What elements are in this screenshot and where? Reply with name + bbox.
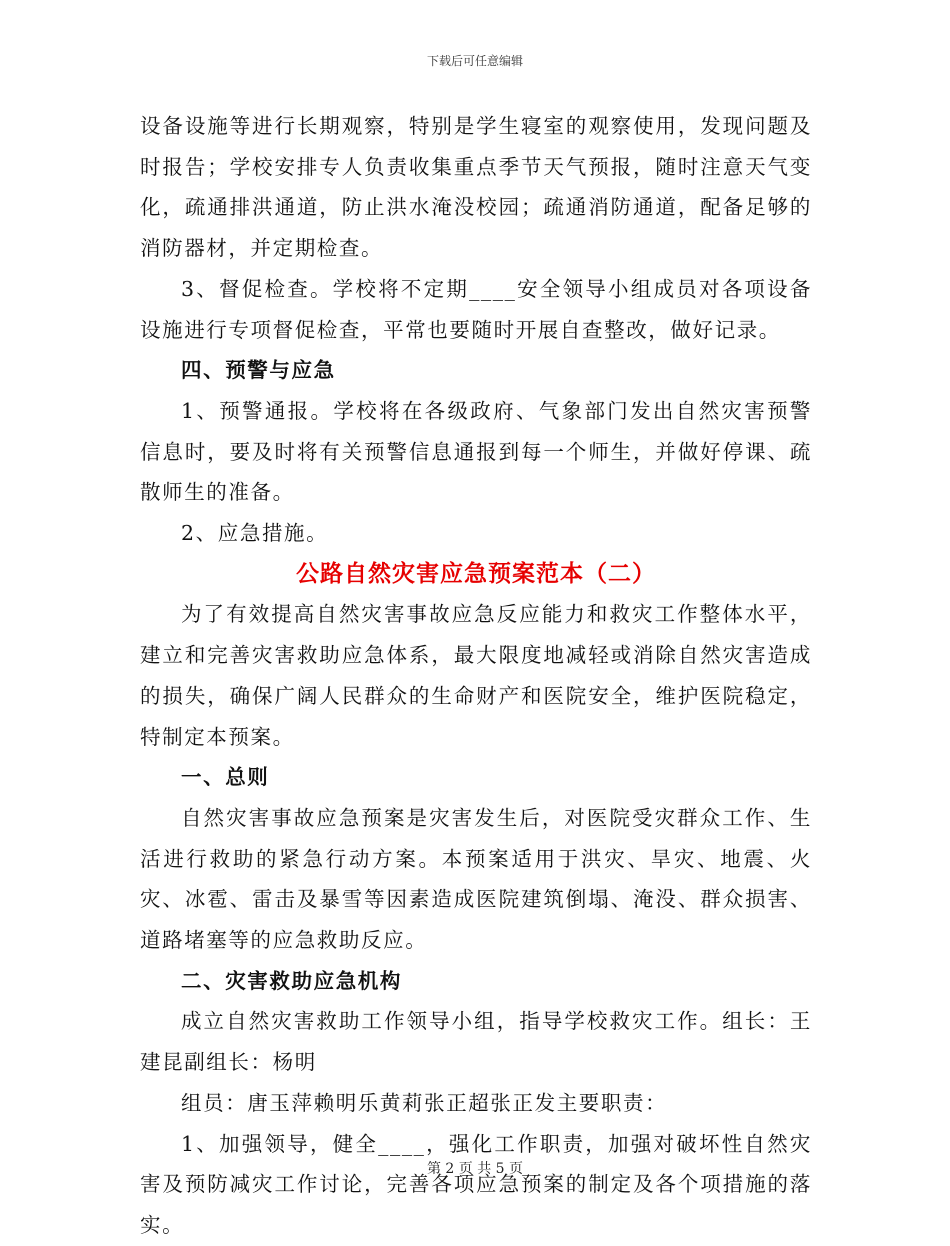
paragraph: 成立自然灾害救助工作领导小组，指导学校救灾工作。组长：王建昆副组长：杨明 [140, 1009, 812, 1075]
page-footer: 第 2 页 共 5 页 [426, 1161, 524, 1177]
paragraph: 组员：唐玉萍赖明乐黄莉张正超张正发主要职责： [181, 1090, 668, 1115]
paragraph: 设备设施等进行长期观察，特别是学生寝室的观察使用，发现问题及时报告；学校安排专人负责收集重点季节天气预报，随时注意天气变化，疏通排洪通道，防止洪水淹没校园；疏通消防通道，配备足够的消防器材，并定期检查。 [140, 114, 812, 261]
section-heading: 四、预警与应急 [181, 358, 336, 383]
paragraph: 1、预警通报。学校将在各级政府、气象部门发出自然灾害预警信息时，要及时将有关预警信息通报到每一个师生，并做好停课、疏散师生的准备。 [140, 398, 812, 505]
paragraph: 2、应急措施。 [181, 521, 329, 546]
page-header: 下载后可任意编辑 [426, 54, 523, 68]
section-heading: 一、总则 [181, 765, 270, 790]
paragraph: 1、加强领导，健全____，强化工作职责，加强对破坏性自然灾害及预防减灾工作讨论，完善各项应急预案的制定及各个项措施的落实。 [140, 1131, 812, 1237]
paragraph: 3、督促检查。学校将不定期____安全领导小组成员对各项设备设施进行专项督促检查，平常也要随时开展自查整改，做好记录。 [140, 276, 812, 342]
document-body [140, 106, 812, 1246]
paragraph: 自然灾害事故应急预案是灾害发生后，对医院受灾群众工作、生活进行救助的紧急行动方案。本预案适用于洪灾、旱灾、地震、火灾、冰雹、雷击及暴雪等因素造成医院建筑倒塌、淹没、群众损害、道路堵塞等的应急救助反应。 [140, 805, 812, 953]
document-title: 公路自然灾害应急预案范本（二） [296, 559, 656, 587]
section-heading: 二、灾害救助应急机构 [181, 968, 402, 993]
paragraph: 为了有效提高自然灾害事故应急反应能力和救灾工作整体水平，建立和完善灾害救助应急体系，最大限度地减轻或消除自然灾害造成的损失，确保广阔人民群众的生命财产和医院安全，维护医院稳定，特制定本预案。 [140, 602, 812, 749]
